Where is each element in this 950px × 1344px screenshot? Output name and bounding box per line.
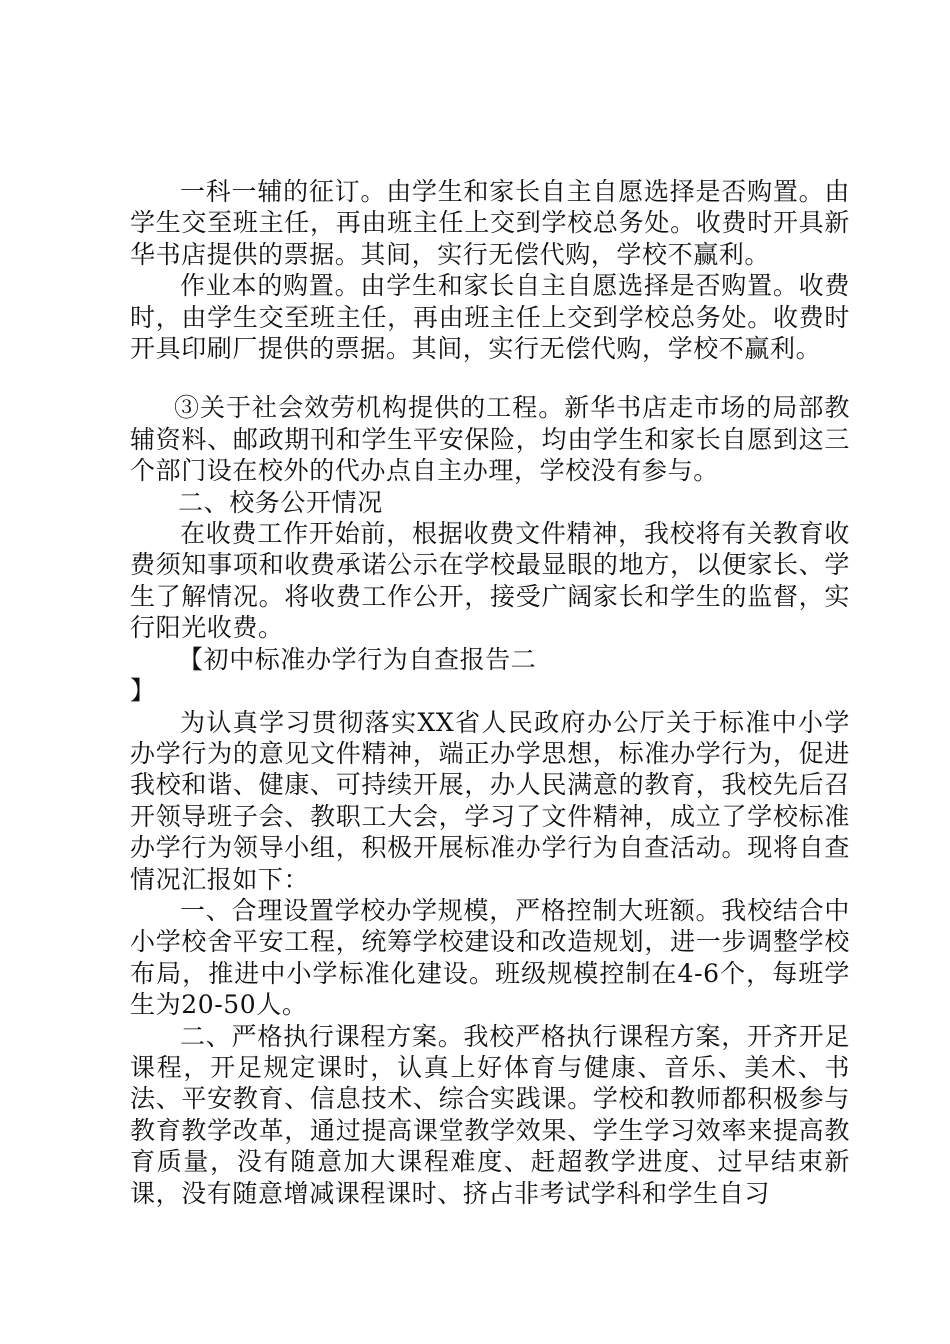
report-title-bracket: 】 [130, 676, 156, 706]
paragraph-textbook-ordering: 一科一辅的征订。由学生和家长自主自愿选择是否购置。由学生交至班主任，再由班主任上交到学校总务处。收费时开具新华书店提供的票据。其间，实行无偿代购，学校不赢利。 [130, 177, 850, 269]
paragraph-introduction: 为认真学习贯彻落实XX省人民政府办公厅关于标准中小学办学行为的意见文件精神，端正办学思想，标准办学行为，促进我校和谐、健康、可持续开展，办人民满意的教育，我校先后召开领导班子会、教职工大会，学习了文件精神，成立了学校标准办学行为领导小组，积极开展标准办学行为自查活动。现将自查情况汇报如下： [130, 707, 850, 894]
paragraph-fee-disclosure: 在收费工作开始前，根据收费文件精神，我校将有关教育收费须知事项和收费承诺公示在学校最显眼的地方，以便家长、学生了解情况。将收费工作公开，接受广阔家长和学生的监督，实行阳光收费。 [130, 519, 850, 643]
paragraph-school-scale: 一、合理设置学校办学规模，严格控制大班额。我校结合中小学校舍平安工程，统筹学校建设和改造规划，进一步调整学校布局，推进中小学标准化建设。班级规模控制在4-6个，每班学生为20-50人。 [130, 895, 850, 1020]
section-heading-affairs-disclosure: 二、校务公开情况 [178, 487, 383, 517]
paragraph-curriculum: 二、严格执行课程方案。我校严格执行课程方案，开齐开足课程，开足规定课时，认真上好体育与健康、音乐、美术、书法、平安教育、信息技术、综合实践课。学校和教师都积极参与教育教学改革，通过提高课堂教学效果、学生学习效率来提高教育质量，没有随意加大课程难度、赶超教学进度、过早结束新课，没有随意增减课程课时、挤占非考试学科和学生自习 [130, 1021, 850, 1208]
paragraph-exercise-books: 作业本的购置。由学生和家长自主自愿选择是否购置。收费时，由学生交至班主任，再由班主任上交到学校总务处。收费时开具印刷厂提供的票据。其间，实行无偿代购，学校不赢利。 [130, 271, 850, 364]
paragraph-social-services: ③关于社会效劳机构提供的工程。新华书店走市场的局部教辅资料、邮政期刊和学生平安保险，均由学生和家长自愿到这三个部门设在校外的代办点自主办理，学校没有参与。 [130, 393, 850, 486]
report-title-line: 【初中标准办学行为自查报告二 [178, 644, 537, 674]
document-body [130, 176, 850, 1209]
